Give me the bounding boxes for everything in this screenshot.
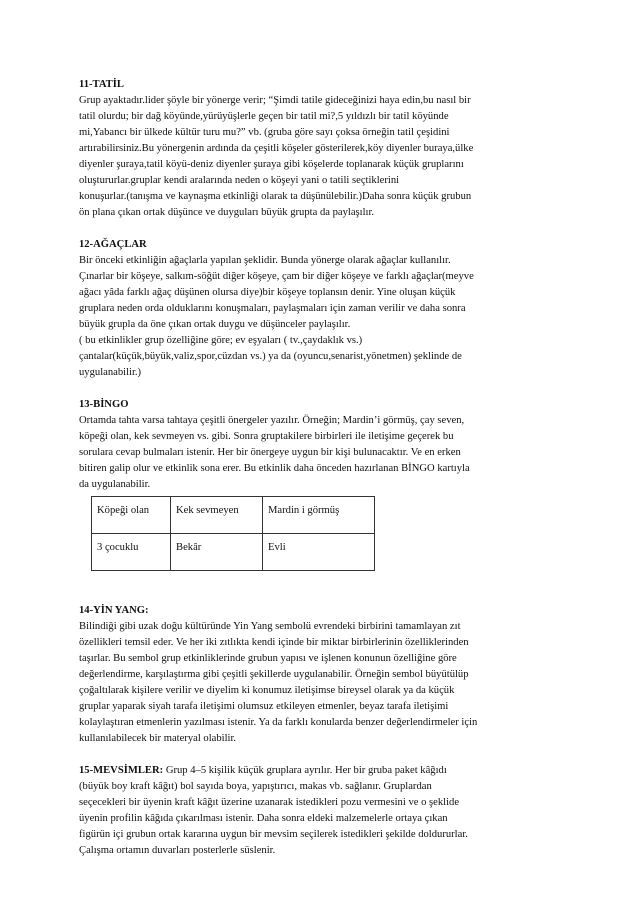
text-line: Ortamda tahta varsa tahtaya çeşitli önergeler yazılır. Örneğin; Mardin’i görmüş, çay seven, bbox=[79, 415, 465, 426]
text-line: sorulara cevap bulmaları istenir. Her bir önergeye uygun bir kişi bulunacaktır. Ve en erken bbox=[79, 447, 461, 458]
text-line: seçecekleri bir üyenin kraft kâğıt üzerine uzanarak istedikleri pozu vermesini ve o şeklide bbox=[79, 797, 460, 808]
document-page bbox=[79, 77, 563, 875]
text-line: Bir önceki etkinliğin ağaçlarla yapılan şeklidir. Bunda yönerge olarak ağaçlar kullanılır. bbox=[79, 255, 451, 266]
text-line: değerlendirme, karşılaştırma gibi çeşitli şekillerde uygulanabilir. Örneğin sembol büyütülüp bbox=[79, 669, 469, 680]
text-line: mi,Yabancı bir ülkede kültür turu mu?” vb. (gruba göre sayı çoksa örneğin tatil çeşidini bbox=[79, 127, 450, 138]
table-cell: Evli bbox=[263, 534, 375, 571]
section-heading: 14-YİN YANG: bbox=[79, 605, 149, 616]
text-line: Çalışma ortamın duvarları posterlerle süslenir. bbox=[79, 845, 276, 856]
text-line: özellikleri temsil eder. Ve her iki zıtlıkta kendi içinde bir miktar birbirlerinin özelliklerinden bbox=[79, 637, 469, 648]
text-line: Grup ayaktadır.lider şöyle bir yönerge verir; “Şimdi tatile gideceğinizi haya edin,bu nasıl bir bbox=[79, 95, 471, 106]
text-line: da uygulanabilir. bbox=[79, 479, 151, 490]
text-line: oluştururlar.gruplar kendi aralarında neden o köşeyi yani o tatili seçtiklerini bbox=[79, 175, 400, 186]
text-line: büyük grupla da öne çıkan ortak duygu ve düşünceler paylaşılır. bbox=[79, 319, 351, 330]
text-line: kolaylaştıran etmenlerin yazılması istenir. Ya da farklı konularda benzer değerlendirmeler için bbox=[79, 717, 478, 728]
text-line: Bilindiği gibi uzak doğu kültüründe Yin Yang sembolü evrendeki birbirini tamamlayan zıt bbox=[79, 621, 461, 632]
text-line: konuşurlar.(tanışma ve kaynaşma etkinliği olarak ta düşünülebilir.)Daha sonra küçük grubun bbox=[79, 191, 472, 202]
text-line: ön plana çıkan ortak düşünce ve duyguları büyük grupta da paylaşılır. bbox=[79, 207, 375, 218]
section-heading: 12-AĞAÇLAR bbox=[79, 239, 147, 250]
text-line: figürün içi grubun ortak kararına uygun bir mevsim seçilerek istedikleri şekilde doldururlar. bbox=[79, 829, 468, 840]
section-yinyang bbox=[79, 603, 563, 747]
text-line: ağacı yâda farklı ağaç düşünen olursa diye)bir köşeye toplansın denir. Yine oluşan küçük bbox=[79, 287, 456, 298]
table-cell: Mardin i görmüş bbox=[263, 497, 375, 534]
text-line: diyenler şuraya,tatil köyü-deniz diyenler şuraya gibi köşelerde toplanarak küçük gruplarını bbox=[79, 159, 464, 170]
text-line: gruplara neden orda olduklarını konuşmaları, paylaşmaları için zaman verilir ve daha sonra bbox=[79, 303, 466, 314]
text-line: Çınarlar bir köşeye, salkım-söğüt diğer köşeye, çam bir diğer köşeye ve farklı ağaçlar(meyve bbox=[79, 271, 474, 282]
table-cell: Kek sevmeyen bbox=[171, 497, 263, 534]
text-line: uygulanabilir.) bbox=[79, 367, 142, 378]
section-agaclar bbox=[79, 237, 563, 381]
bingo-card-table bbox=[91, 496, 375, 571]
table-cell: Bekâr bbox=[171, 534, 263, 571]
text-line: bitiren galip olur ve etkinlik sona erer. Bu etkinlik daha önceden hazırlanan BİNGO kartıyla bbox=[79, 463, 470, 474]
text-line: tatil olurdu; bir dağ köyünde,yürüyüşlerle geçen bir tatil mi?,5 yıldızlı bir tatil köyünde bbox=[79, 111, 449, 122]
table-row bbox=[92, 534, 375, 571]
text-line: kullanılabilecek bir materyal olabilir. bbox=[79, 733, 237, 744]
section-bingo bbox=[79, 397, 563, 571]
section-heading: 13-BİNGO bbox=[79, 399, 129, 410]
table-cell: Köpeği olan bbox=[92, 497, 171, 534]
text-line: üyenin profilin kâğıda çıkarılması istenir. Daha sonra eldeki malzemelerle ortaya çıkan bbox=[79, 813, 448, 824]
table-cell: 3 çocuklu bbox=[92, 534, 171, 571]
text-line: artırabilirsiniz.Bu yönergenin ardında da çeşitli köşeler gösterilerek,köy diyenler buraya,ülke bbox=[79, 143, 474, 154]
text-line: köpeği olan, kek sevmeyen vs. gibi. Sonra gruptakilere birbirleri ile iletişime geçerek bu bbox=[79, 431, 454, 442]
text-line: taşırlar. Bu sembol grup etkinliklerinde grubun yapısı ve işlenen konunun özelliğine göre bbox=[79, 653, 457, 664]
text-line: çantalar(küçük,büyük,valiz,spor,cüzdan vs.) ya da (oyuncu,senarist,yönetmen) şeklinde de bbox=[79, 351, 462, 362]
text-line: (büyük boy kraft kâğıt) bol sayıda boya, yapıştırıcı, makas vb. sağlanır. Gruplardan bbox=[79, 781, 432, 792]
text-line: gruplar yaparak siyah tarafa iletişimi olumsuz etkileyen etmenler, beyaz tarafa iletişimi bbox=[79, 701, 449, 712]
table-row bbox=[92, 497, 375, 534]
text-line: ( bu etkinlikler grup özelliğine göre; ev eşyaları ( tv.,çaydaklık vs.) bbox=[79, 335, 363, 346]
section-tatil bbox=[79, 77, 563, 221]
text-fragment: Grup 4–5 kişilik küçük gruplara ayrılır. Her bir gruba paket kâğıdı bbox=[163, 765, 447, 776]
section-heading: 15-MEVSİMLER: bbox=[79, 765, 164, 776]
section-heading: 11-TATİL bbox=[79, 79, 124, 90]
text-line bbox=[79, 763, 563, 779]
section-mevsimler bbox=[79, 763, 563, 859]
text-line: çoğaltılarak kişilere verilir ve diyelim ki konumuz iletişimse bireysel olarak ya da küçük bbox=[79, 685, 455, 696]
